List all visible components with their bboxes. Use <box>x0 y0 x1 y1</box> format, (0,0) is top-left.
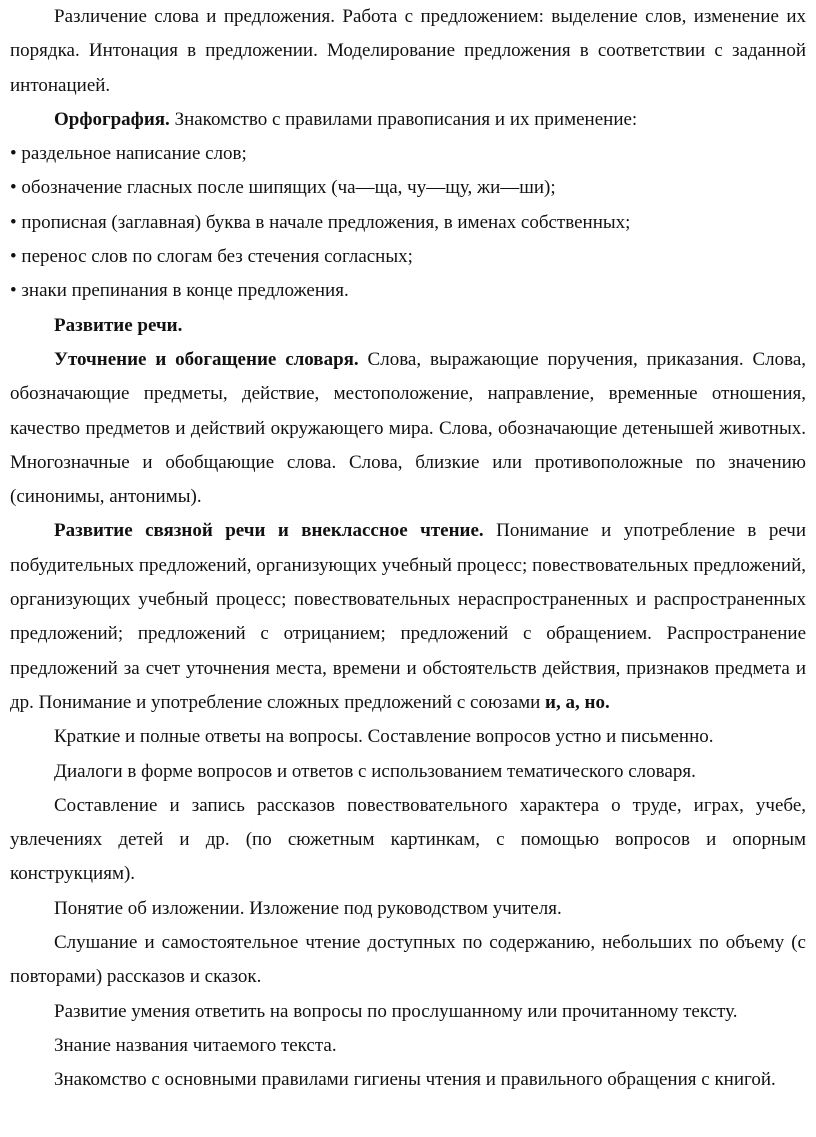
paragraph-listening: Слушание и самостоятельное чтение доступных по содержанию, небольших по объему (с повторами) рассказов и сказок. <box>10 932 806 988</box>
paragraph-dialogs: Диалоги в форме вопросов и ответов с использованием тематического словаря. <box>54 760 696 782</box>
paragraph-vocabulary <box>10 343 806 514</box>
coherent-bold-end: и, а, но. <box>545 691 610 713</box>
speech-heading-paragraph <box>10 309 806 343</box>
vocab-heading: Уточнение и обогащение словаря. <box>54 348 359 370</box>
paragraph-orthography <box>10 103 806 137</box>
paragraph-text: Различение слова и предложения. Работа с предложением: выделение слов, изменение их порядка. Интонация в предложении. Моделирование предложения в соответствии с заданной интонацией. <box>10 6 806 96</box>
orthography-heading: Орфография. <box>54 108 170 130</box>
speech-heading: Развитие речи. <box>54 314 183 336</box>
paragraph-answering: Развитие умения ответить на вопросы по прослушанному или прочитанному тексту. <box>54 1000 738 1022</box>
bullet-item: • раздельное написание слов; <box>10 143 247 165</box>
vocab-text: Слова, выражающие поручения, приказания. Слова, обозначающие предметы, действие, местоположение, направление, временные отношения, качество предметов и действий окружающего мира. Слова, обозначающие детенышей животных. Многозначные и обобщающие слова. Слова, близкие или противоположные по значению (синонимы, антонимы). <box>10 348 806 508</box>
bullet-item: • обозначение гласных после шипящих (ча—ща, чу—щу, жи—ши); <box>10 177 556 199</box>
bullet-item: • прописная (заглавная) буква в начале предложения, в именах собственных; <box>10 211 631 233</box>
document-page <box>10 0 806 1098</box>
paragraph-summary: Понятие об изложении. Изложение под руководством учителя. <box>54 897 562 919</box>
paragraph-answers: Краткие и полные ответы на вопросы. Составление вопросов устно и письменно. <box>54 726 714 748</box>
bullet-item: • знаки препинания в конце предложения. <box>10 280 349 302</box>
orthography-text: Знакомство с правилами правописания и их применение: <box>169 108 638 130</box>
paragraph-coherent-speech <box>10 514 806 720</box>
bullet-item: • перенос слов по слогам без стечения согласных; <box>10 246 413 268</box>
coherent-heading: Развитие связной речи и внеклассное чтение. <box>54 520 484 542</box>
coherent-text: Понимание и употребление в речи побудительных предложений, организующих учебный процесс; повествовательных предложений, организующих учебный процесс; повествовательных нераспространенных и распространенных предложений; предложений с отрицанием; предложений с обращением. Распространение предложений за счет уточнения места, времени и обстоятельств действия, признаков предмета и др. Понимание и употребление сложных предложений с союзами <box>10 520 806 713</box>
paragraph-title-knowledge: Знание названия читаемого текста. <box>54 1034 337 1056</box>
paragraph-sentence-work <box>10 0 806 103</box>
paragraph-hygiene: Знакомство с основными правилами гигиены чтения и правильного обращения с книгой. <box>54 1069 776 1091</box>
paragraph-stories: Составление и запись рассказов повествовательного характера о труде, играх, учебе, увлечениях детей и др. (по сюжетным картинкам, с помощью вопросов и опорным конструкциям). <box>10 794 806 885</box>
